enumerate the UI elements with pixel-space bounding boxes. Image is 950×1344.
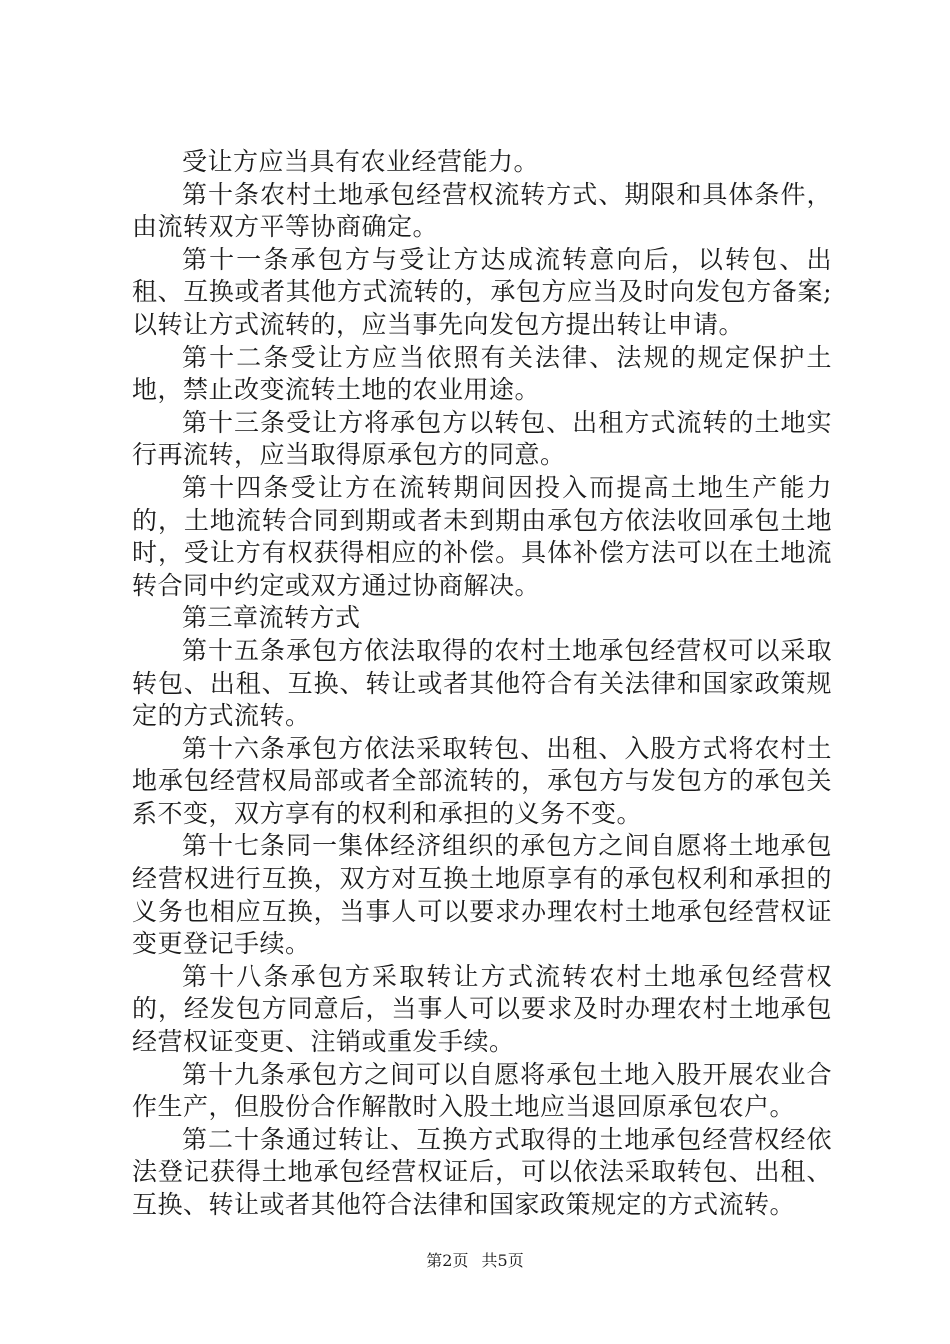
paragraph: 第十八条承包方采取转让方式流转农村土地承包经营权的，经发包方同意后，当事人可以要求及时办理农村土地承包经营权证变更、注销或重发手续。 [132,961,832,1057]
paragraph: 第十六条承包方依法采取转包、出租、入股方式将农村土地承包经营权局部或者全部流转的，承包方与发包方的承包关系不变，双方享有的权利和承担的义务不变。 [132,733,832,828]
paragraph: 第十二条受让方应当依照有关法律、法规的规定保护土地，禁止改变流转土地的农业用途。 [132,342,832,405]
paragraph: 受让方应当具有农业经营能力。 [182,147,540,176]
paragraph: 第十一条承包方与受让方达成流转意向后，以转包、出租、互换或者其他方式流转的，承包方应当及时向发包方备案;以转让方式流转的，应当事先向发包方提出转让申请。 [132,244,832,339]
paragraph: 第十九条承包方之间可以自愿将承包土地入股开展农业合作生产，但股份合作解散时入股土地应当退回原承包农户。 [132,1059,832,1122]
paragraph: 第十五条承包方依法取得的农村土地承包经营权可以采取转包、出租、互换、转让或者其他符合有关法律和国家政策规定的方式流转。 [132,635,832,731]
chapter-heading: 第三章流转方式 [182,603,361,633]
page-number: 第2页 [426,1251,469,1270]
paragraph: 第十三条受让方将承包方以转包、出租方式流转的土地实行再流转，应当取得原承包方的同意。 [132,407,832,470]
paragraph: 第十条农村土地承包经营权流转方式、期限和具体条件，由流转双方平等协商确定。 [132,179,832,242]
page-total: 共5页 [481,1251,524,1270]
page-footer [0,1248,950,1271]
document-body [132,146,832,1222]
paragraph: 第十四条受让方在流转期间因投入而提高土地生产能力的，土地流转合同到期或者未到期由承包方依法收回承包土地时，受让方有权获得相应的补偿。具体补偿方法可以在土地流转合同中约定或双方通过协商解决。 [132,472,832,600]
paragraph: 第二十条通过转让、互换方式取得的土地承包经营权经依法登记获得土地承包经营权证后，可以依法采取转包、出租、互换、转让或者其他符合法律和国家政策规定的方式流转。 [132,1124,832,1219]
paragraph: 第十七条同一集体经济组织的承包方之间自愿将土地承包经营权进行互换，双方对互换土地原享有的承包权利和承担的义务也相应互换，当事人可以要求办理农村土地承包经营权证变更登记手续。 [132,831,832,959]
